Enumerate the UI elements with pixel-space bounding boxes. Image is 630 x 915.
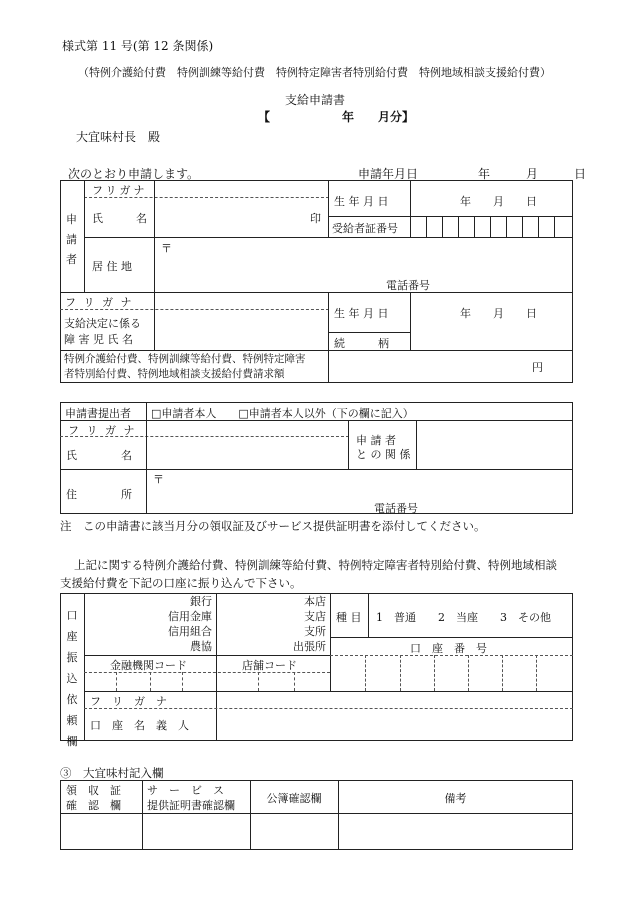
intro-text: 次のとおり申請します。 xyxy=(68,167,200,181)
submitter-postal-mark: 〒 xyxy=(153,473,164,486)
submitter-label: 申請書提出者 xyxy=(65,407,131,420)
account-number-label: 口 座 番 号 xyxy=(410,642,487,655)
child-name-label-1: 支給決定に係る xyxy=(64,317,141,330)
submitter-relation-label-2: と の 関 係 xyxy=(356,448,411,461)
submitter-address-label: 住 所 xyxy=(66,488,132,501)
benefit-types: （特例介護給付費 特例訓練等給付費 特例特定障害者特別給付費 特例地域相談支援給付費） xyxy=(78,66,551,79)
applicant-name-label: 氏 名 xyxy=(92,212,147,225)
period-field: 【 年 月分】 xyxy=(258,110,415,124)
document-title: 支給申請書 xyxy=(284,93,345,107)
transfer-text-1: 上記に関する特例介護給付費、特例訓練等給付費、特例特定障害者特別給付費、特例地域相談 xyxy=(74,558,557,572)
applicant-birth-label: 生 年 月 日 xyxy=(334,195,389,208)
seal-mark: 印 xyxy=(310,212,321,225)
submitter-relation-label-1: 申 請 者 xyxy=(356,434,396,447)
service-cert-label-2: 提供証明書確認欄 xyxy=(147,799,235,812)
applicant-address-label: 居 住 地 xyxy=(92,260,132,273)
branch-code-label: 店舗コード xyxy=(242,659,297,672)
transfer-side-label: 口 座 振 込 依 頼 欄 xyxy=(66,609,78,748)
child-name-label-2: 障 害 児 氏 名 xyxy=(64,333,133,346)
receipt-check-label-2: 確 認 欄 xyxy=(66,799,121,812)
applicant-phone-label: 電話番号 xyxy=(386,279,430,292)
relation-label: 続 柄 xyxy=(334,337,389,350)
register-check-label: 公簿確認欄 xyxy=(266,792,322,805)
application-date-field[interactable]: 年 月 日 xyxy=(478,167,587,181)
claim-label-2: 者特別給付費、特例地域相談支援給付費請求額 xyxy=(64,368,285,380)
applicant-side-label: 申 請 者 xyxy=(66,213,77,266)
addressee: 大宜味村長 殿 xyxy=(76,130,161,144)
bank-type-list: 銀行 信用金庫 信用組合 農協 xyxy=(168,595,212,653)
applicant-postal-mark: 〒 xyxy=(161,242,172,255)
holder-furigana-label: フ リ ガ ナ xyxy=(90,695,167,708)
service-cert-label-1: サ ー ビ ス xyxy=(147,784,224,797)
account-kind-label: 種 目 xyxy=(336,611,362,624)
child-furigana-label: フ リ ガ ナ xyxy=(65,296,134,309)
attachment-note: 注 この申請書に該当月分の領収証及びサービス提供証明書を添付してください。 xyxy=(60,519,486,533)
child-birth-label: 生 年 月 日 xyxy=(334,307,389,320)
account-kind-options[interactable]: 1 普通 2 当座 3 その他 xyxy=(376,611,551,624)
branch-type-list: 本店 支店 支所 出張所 xyxy=(293,595,326,653)
receipt-check-label-1: 領 収 証 xyxy=(66,784,121,797)
applicant-furigana-label: フリガナ xyxy=(92,184,148,197)
submitter-furigana-label: フ リ ガ ナ xyxy=(68,424,137,437)
form-number: 様式第 11 号(第 12 条関係) xyxy=(62,39,214,53)
cert-number-label: 受給者証番号 xyxy=(332,222,398,235)
claim-label-1: 特例介護給付費、特例訓練等給付費、特例特定障害 xyxy=(64,353,306,365)
application-date-label: 申請年月日 xyxy=(358,167,419,181)
submitter-phone-label: 電話番号 xyxy=(374,502,418,515)
submitter-options[interactable]: □申請者本人 □申請者本人以外（下の欄に記入） xyxy=(151,407,414,420)
child-birth-field[interactable]: 年 月 日 xyxy=(460,307,537,320)
transfer-text-2: 支援給付費を下記の口座に振り込んで下さい。 xyxy=(60,576,302,590)
remarks-label: 備考 xyxy=(444,792,467,805)
applicant-birth-field[interactable]: 年 月 日 xyxy=(460,195,537,208)
account-holder-label: 口 座 名 義 人 xyxy=(90,719,189,732)
bank-code-label: 金融機関コード xyxy=(110,659,187,672)
office-section-title: ③ 大宜味村記入欄 xyxy=(60,766,164,780)
claim-unit: 円 xyxy=(532,361,543,374)
submitter-name-label: 氏 名 xyxy=(66,449,132,462)
